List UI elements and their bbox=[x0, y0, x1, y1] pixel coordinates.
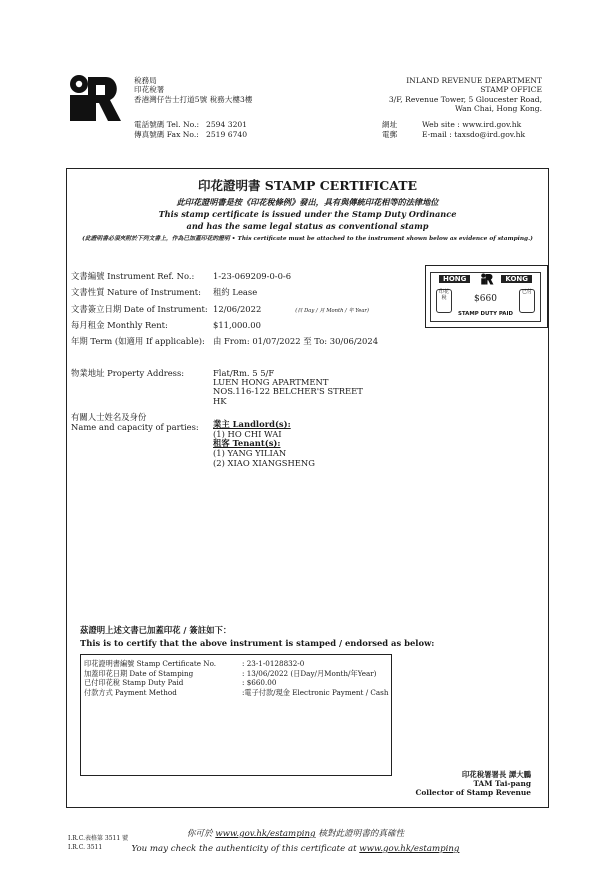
certificate-title: 印花證明書 STAMP CERTIFICATE bbox=[197, 178, 418, 193]
nature-value: 租約 Lease bbox=[213, 287, 258, 298]
endorsement-label: 付款方式 Payment Method bbox=[84, 687, 177, 697]
office-line: Wan Chai, Hong Kong. bbox=[454, 103, 542, 113]
field-row bbox=[71, 272, 401, 288]
website-link[interactable]: Web site : www.ird.gov.hk bbox=[422, 120, 522, 129]
fax-label: 傳真號碼 Fax No.: bbox=[134, 129, 199, 139]
tenant-name: (1) YANG YILIAN bbox=[213, 447, 287, 458]
term-value: 由 From: 01/07/2022 至 To: 30/06/2024 bbox=[213, 336, 379, 347]
office-line: 3/F, Revenue Tower, 5 Gloucester Road, bbox=[388, 94, 542, 104]
stamp-duty-box bbox=[425, 265, 548, 328]
endorsement-value: : 23-1-0128832-0 bbox=[242, 659, 305, 668]
address-line: LUEN HONG APARTMENT bbox=[213, 377, 329, 388]
seal-right-icon: 已付 bbox=[519, 289, 535, 313]
collector-signature bbox=[415, 770, 531, 797]
web-contacts bbox=[382, 120, 525, 140]
stamp-duty-stamp bbox=[430, 272, 541, 322]
tel-value: 2594 3201 bbox=[206, 120, 248, 129]
parties-label bbox=[71, 413, 199, 432]
endorsement-heading-en: This is to certify that the above instrument is stamped / endorsed as below: bbox=[80, 638, 435, 648]
rent-label: 每月租金 Monthly Rent: bbox=[71, 319, 168, 330]
address-line: HK bbox=[213, 395, 227, 406]
fax-value: 2519 6740 bbox=[206, 129, 248, 139]
office-line: 香港灣仔告士打道5號 稅務大樓3樓 bbox=[134, 94, 253, 104]
seal-left-icon: 印花稅 bbox=[436, 289, 452, 313]
stamp-hong: HONG bbox=[439, 275, 470, 283]
endorsement-label: 已付印花稅 Stamp Duty Paid bbox=[84, 678, 184, 688]
instrument-details bbox=[71, 272, 401, 353]
collector-name: TAM Tai-pang bbox=[473, 779, 531, 789]
ref-label: 文書編號 Instrument Ref. No.: bbox=[71, 271, 195, 281]
verify-note-en: You may check the authenticity of this certificate at www.gov.hk/estamping bbox=[131, 844, 460, 854]
stamp-amount: $660 bbox=[474, 294, 497, 304]
office-address-zh bbox=[134, 76, 252, 104]
endorsement-row bbox=[84, 689, 389, 699]
address-line: Flat/Rm. 5 5/F bbox=[213, 368, 275, 378]
office-address-en bbox=[389, 76, 542, 113]
landlord-name: (1) HO CHI WAI bbox=[213, 428, 282, 439]
rent-value: $11,000.00 bbox=[213, 319, 261, 330]
parties-label-zh: 有關人士姓名及身份 bbox=[71, 412, 147, 422]
certificate-subtitle-en-2: and has the same legal status as conventional stamp bbox=[186, 221, 429, 231]
attachment-notice: (此證明書必須夾附於下列文書上，作為已加蓋印花的證明 • This certificate must be attached to the instrument shown below as evidence of stamping.) bbox=[82, 236, 533, 242]
landlord-heading: 業主 Landlord(s): bbox=[213, 419, 291, 429]
verify-note-zh: 你可於 www.gov.hk/estamping 核對此證明書的真確性 bbox=[186, 829, 405, 839]
ird-mini-logo-icon bbox=[479, 273, 495, 285]
nature-label: 文書性質 Nature of Instrument: bbox=[71, 287, 201, 298]
field-row bbox=[71, 321, 401, 337]
address-label: 物業地址 Property Address: bbox=[71, 368, 185, 378]
field-row bbox=[71, 305, 401, 321]
tenant-heading: 租客 Tenant(s): bbox=[213, 438, 281, 449]
endorsement-value: : $660.00 bbox=[242, 678, 277, 688]
endorsement-value: :電子付款/現金 Electronic Payment / Cash bbox=[242, 687, 389, 697]
address-line: NOS.116-122 BELCHER'S STREET bbox=[213, 386, 363, 397]
email-label: 電郵 bbox=[382, 129, 398, 139]
parties-list bbox=[213, 420, 315, 468]
contact-numbers bbox=[134, 120, 247, 140]
property-address bbox=[71, 369, 401, 406]
collector-title-en: Collector of Stamp Revenue bbox=[415, 788, 531, 798]
tenant-name: (2) XIAO XIANGSHENG bbox=[213, 457, 315, 468]
stamp-kong: KONG bbox=[501, 275, 532, 283]
endorsement-details bbox=[84, 660, 389, 698]
estamping-link[interactable]: www.gov.hk/estamping bbox=[215, 829, 316, 839]
web-label: 網址 bbox=[382, 120, 398, 129]
parties-label-en: Name and capacity of parties: bbox=[71, 421, 199, 432]
tel-label: 電話號碼 Tel. No.: bbox=[134, 120, 200, 129]
date-format-note: (日 Day / 月 Month / 年 Year) bbox=[295, 307, 369, 314]
date-value: 12/06/2022 bbox=[213, 303, 262, 314]
collector-title-zh: 印花稅署署長 譚大鵬 bbox=[461, 770, 531, 779]
ref-value: 1-23-069209-0-0-6 bbox=[213, 271, 292, 281]
email-link[interactable]: E-mail : taxsdo@ird.gov.hk bbox=[422, 129, 526, 139]
endorsement-label: 印花證明書編號 Stamp Certificate No. bbox=[84, 659, 217, 668]
field-row bbox=[71, 337, 401, 353]
stamp-duty-paid-label: STAMP DUTY PAID bbox=[458, 311, 513, 317]
certificate-subtitle-en-1: This stamp certificate is issued under the Stamp Duty Ordinance bbox=[158, 209, 457, 219]
form-number-zh: I.R.C.表格第 3511 號 bbox=[68, 835, 129, 842]
ird-logo-icon bbox=[66, 73, 122, 123]
field-row bbox=[71, 288, 401, 304]
certificate-subtitle-zh: 此印花證明書是按《印花稅條例》發出，具有與傳統印花相等的法律地位 bbox=[176, 197, 439, 207]
endorsement-heading-zh: 茲證明上述文書已加蓋印花 / 簽註如下： bbox=[80, 625, 232, 635]
form-number-en: I.R.C. 3511 bbox=[68, 844, 103, 852]
endorsement-label: 加蓋印花日期 Date of Stamping bbox=[84, 668, 194, 678]
term-label: 年期 Term (如適用 If applicable): bbox=[71, 336, 205, 347]
office-line: INLAND REVENUE DEPARTMENT bbox=[406, 76, 542, 85]
date-label: 文書簽立日期 Date of Instrument: bbox=[71, 303, 208, 314]
office-line: 印花稅署 bbox=[134, 85, 165, 95]
office-line: 稅務局 bbox=[134, 76, 157, 85]
endorsement-value: : 13/06/2022 (日Day/月Month/年Year) bbox=[242, 668, 377, 678]
office-line: STAMP OFFICE bbox=[480, 85, 542, 95]
estamping-link[interactable]: www.gov.hk/estamping bbox=[359, 844, 460, 854]
